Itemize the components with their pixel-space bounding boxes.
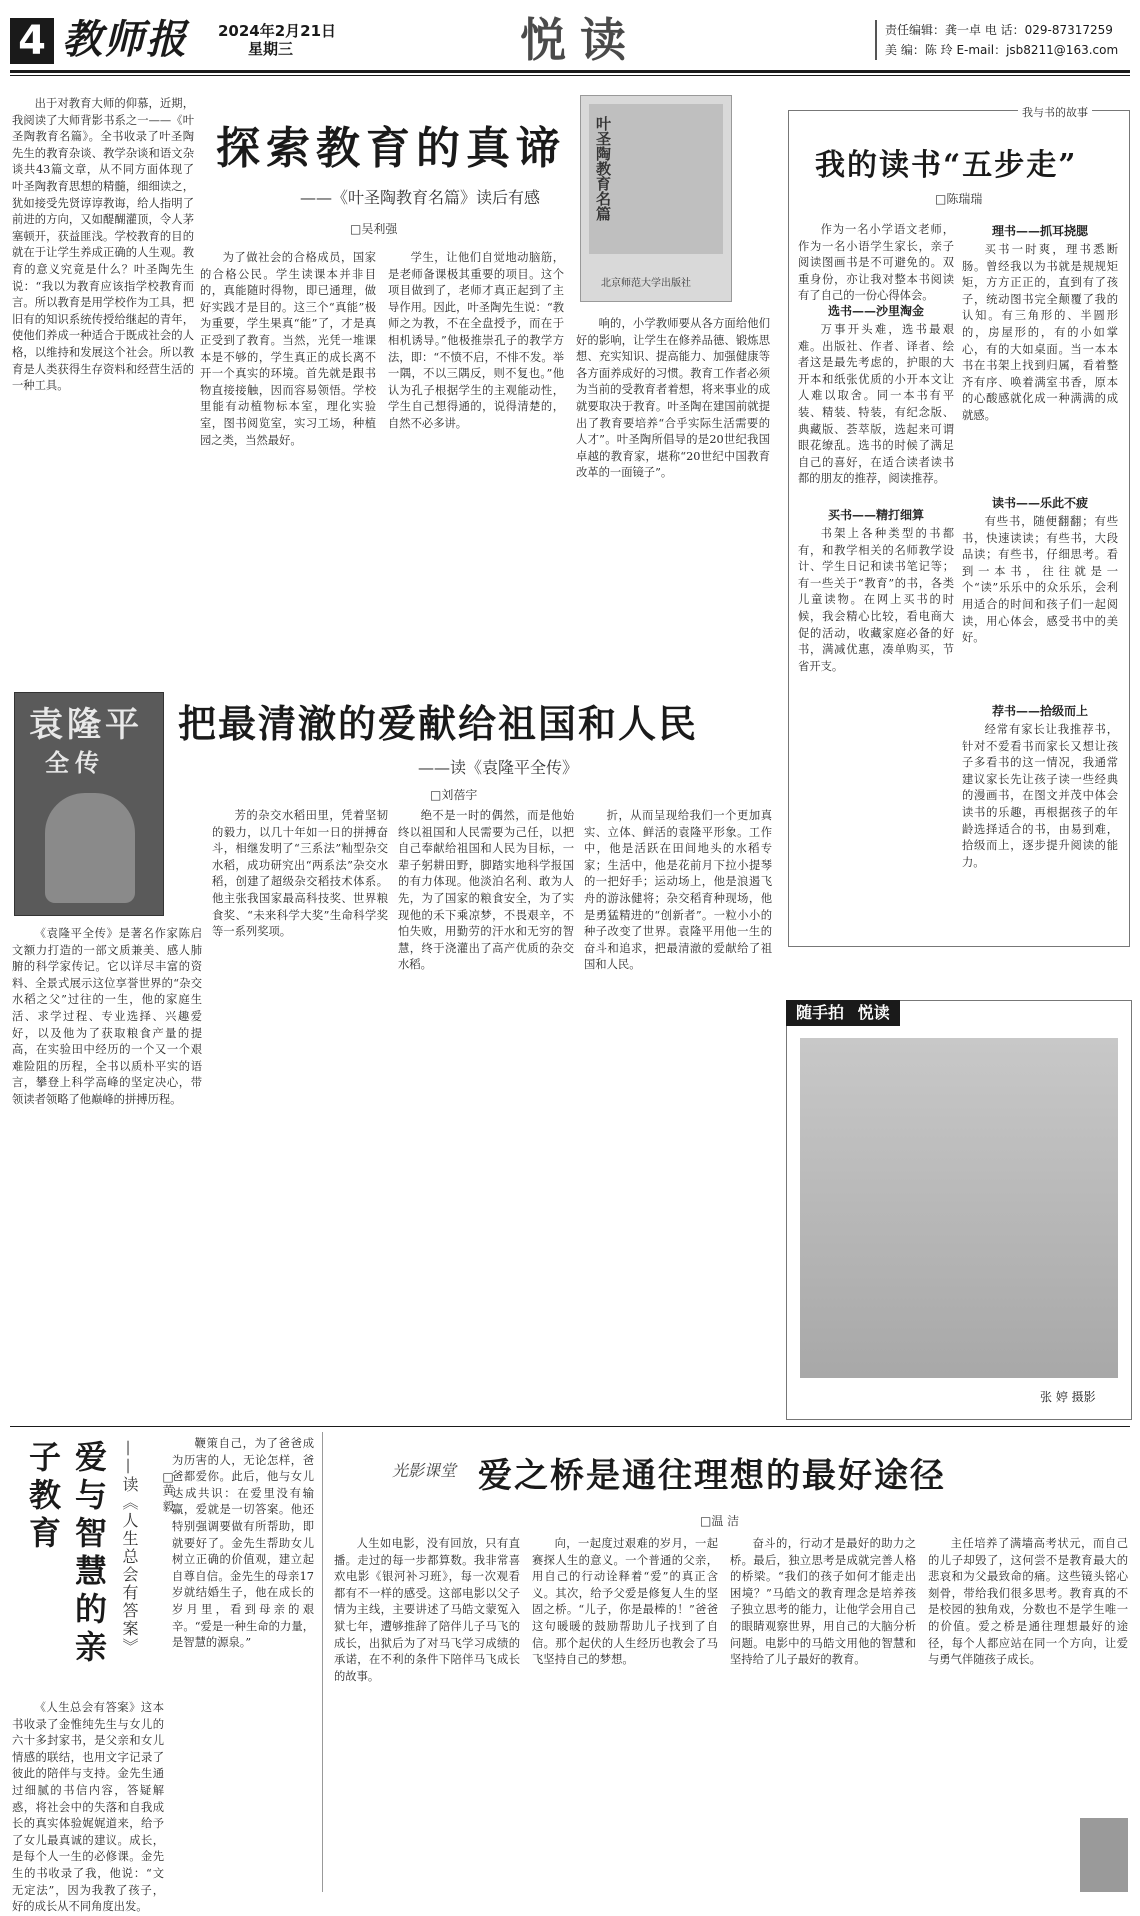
reading-s1-text: 万事开头难，选书最艰难。出版社、作者、译者、绘者这是最先考虑的，护眼的大开本和纸张优质的小开本文让人难以取舍。同一本书有平装、精装、特装，有纪念版、典藏版、荟萃版，选起来可谓眼花缭乱。选书的时候了满足自己的喜好，在适合读者读书都的朋友的推荐，阅读推荐。 xyxy=(798,323,954,486)
article3-subtitle: ——读《人生总会有答案》 xyxy=(120,1440,139,1656)
reading-s4-head: 读书——乐此不疲 xyxy=(991,496,1088,510)
article4-title: 爱之桥是通往理想的最好途径 xyxy=(478,1456,946,1496)
reading-s5-head: 荐书——拾级而上 xyxy=(991,704,1088,718)
story-tag: 我与书的故事 xyxy=(1018,104,1092,120)
book-cover-yuan-longping xyxy=(14,692,164,916)
article4-col2: 向，一起度过艰难的岁月，一起赛探人生的意义。一个普通的父亲，用自己的行动诠释着“爱”的真正含义。其次，给予父爱是修复人生的坚固之桥。“儿子，你是最棒的！”爸爸这句暖暖的鼓励帮助儿子找到了自信。那个起伏的人生经历也教会了马飞坚持自己的梦想。 xyxy=(532,1537,718,1667)
weekday-text: 星期三 xyxy=(248,40,294,58)
masthead-rule-thin xyxy=(10,75,1130,76)
editor-line: 责任编辑：龚一卓 电 话：029-87317259 xyxy=(885,23,1113,37)
article1-byline: □吴利强 xyxy=(350,222,398,236)
reading-s3-text: 买书一时爽，理书悉断肠。曾经我以为书就是规规矩矩，方方正正的，直到有了孩子，统动图书完全颠覆了我的认知。有三角形的、半圆形的，房屋形的，有的小如掌心，有的大如桌面。当一本本书在书架上找到归属，看着整齐有序、唤着满室书香，原本的心酸感就化成一种满满的成就感。 xyxy=(962,243,1118,422)
article3-title: 爱与智慧的亲子教育 xyxy=(24,1440,108,1668)
photo-tag xyxy=(786,1000,900,1026)
book-cover-publisher: 北京师范大学出版社 xyxy=(601,278,691,289)
photo-tag-label2: 悦读 xyxy=(857,1003,890,1022)
article2-col1: 《袁隆平全传》是著名作家陈启文额力打造的一部文质兼美、感人肺腑的科学家传记。它以详尽丰富的资料、全景式展示这位享誉世界的“杂交水稻之父”过往的一生，他的家庭生活、求学过程、专业选择、兴趣爱好，以及他为了获取粮食产量的提高，在实验田中经历的一个又一个艰难险阻的历程，全书以质朴平实的语言，攀登上科学高峰的坚定决心，带领读者领略了他巅峰的拼搏历程。 xyxy=(12,927,202,1106)
article3-col1: 《人生总会有答案》这本书收录了金惟纯先生与女儿的六十多封家书，是父亲和女儿情感的联结，也用文字记录了彼此的陪伴与支持。金先生通过细腻的书信内容，答疑解惑，将社会中的失落和自我成长的真实体验娓娓道来，给予了女儿最真诚的建议。成长，是每个人一生的必修课。金先生的书收录了我，他说：“文无定法”，因为我教了孩子，好的成长从不同角度出发。 xyxy=(12,1701,164,1914)
book-cover-title: 叶圣陶教育名篇 xyxy=(594,116,612,221)
book-cover-ye-shengtao xyxy=(580,95,732,302)
paper-logo: 教师报 xyxy=(62,16,188,63)
article1-col3: 学生，让他们自觉地动脑筋，是老师备课极其重要的项目。这个项目做到了，老师才真正起到了主导作用。因此，叶圣陶先生说：“教师之为教，不在全盘授予，而在于相机诱导。”他极推崇孔子的教学方法，即：“不愤不启，不悱不发。举一隅，不以三隅反，则不复也。”他认为孔子根据学生的主观能动性，学生自己想得通的，说得清楚的，自然不必多讲。 xyxy=(388,251,564,430)
reading-s2-head: 买书——精打细算 xyxy=(827,508,924,522)
article2-col3: 绝不是一时的偶然，而是他始终以祖国和人民需要为己任，以把自己奉献给祖国和人民为目标，一辈子躬耕田野，脚踏实地科学报国的有力体现。他淡泊名利、敢为人先，为了国家的粮食安全，为了实现他的禾下乘凉梦，不畏艰辛，不怕失败，用勤劳的汗水和无穷的智慧，终于浇灌出了高产优质的杂交水稻。 xyxy=(398,809,574,972)
column-divider xyxy=(322,1432,323,1892)
article3-col2: 鞭策自己，为了爸爸成为历害的人，无论怎样，爸爸都爱你。此后，他与女儿达成共识：在爱里没有输赢，爱就是一切答案。他还特别强调要做有所帮助，即就要好了。金先生帮助女儿树立正确的价值观，建立起自尊自信。金先生的母亲17岁就结婚生子，他在成长的岁月里，看到母亲的艰辛。“爱是一种生命的力量，是智慧的源泉。” xyxy=(172,1437,314,1650)
article2-col2: 芳的杂交水稻田里，凭着坚韧的毅力，以几十年如一日的拼搏奋斗，相继发明了“三系法”籼型杂交水稻，成功研究出“两系法”杂交水稻，创建了超级杂交稻技术体系。他主张我国家最高科技奖、世界粮食奖、“未来科学大奖”生命科学奖等一系列奖项。 xyxy=(212,809,388,939)
author-photo xyxy=(1080,1818,1128,1892)
article1-title: 探索教育的真谛 xyxy=(216,123,566,174)
article3-byline: □黄 毅 xyxy=(161,1470,175,1512)
reading-s1-head: 选书——沙里淘金 xyxy=(827,304,924,318)
reading-s4-text: 有些书，随便翻翻；有些书，快速读读；有些书，大段品读；有些书，仔细思考。看到一本书，往往就是一个“读”乐乐中的众乐乐，会利用适合的时间和孩子们一起阅读，用心体会，感受书中的美好。 xyxy=(962,515,1118,645)
portrait-image xyxy=(45,793,135,903)
reading-s2-text: 书架上各种类型的书都有，和教学相关的名师教学设计、学生日记和读书笔记等；有一些关于“教育”的书，各类儿童读物。在网上买书的时候，我会精心比较，看电商大促的活动，收藏家庭必备的好书，满减优惠，凑单购买，节省开支。 xyxy=(798,527,954,673)
article1-subtitle: ——《叶圣陶教育名篇》读后有感 xyxy=(300,188,541,207)
students-reading-photo xyxy=(800,1038,1118,1378)
article2-title: 把最清澈的爱献给祖国和人民 xyxy=(178,701,699,746)
article2-byline: □刘蓓宇 xyxy=(430,788,478,802)
page-number: 4 xyxy=(10,18,54,64)
design-line: 美 编：陈 玲 E-mail：jsb8211@163.com xyxy=(885,43,1119,57)
light-classroom-logo: 光影课堂 xyxy=(392,1461,457,1480)
reading-byline: □陈瑞瑞 xyxy=(935,192,983,206)
section-divider xyxy=(10,1426,1130,1427)
date-text: 2024年2月21日 xyxy=(218,22,337,40)
photo-caption: 张 婷 摄影 xyxy=(1040,1390,1096,1404)
article4-col1: 人生如电影，没有回放，只有直播。走过的每一步都算数。我非常喜欢电影《银河补习班》，每一次观看都有不一样的感受。这部电影以父子情为主线，主要讲述了马皓文蒙冤入狱七年，遭够推辞了陪伴儿子马飞的成长，出狱后为了对马飞学习成绩的承诺，在不利的条件下陪伴马飞成长的故事。 xyxy=(334,1537,520,1683)
photo-tag-label: 随手拍 xyxy=(796,1003,845,1022)
article2-col4: 折，从而呈现给我们一个更加真实、立体、鲜活的袁隆平形象。工作中，他是活跃在田间地头的水稻专家；生活中，他是花前月下拉小提琴的一把好手；运动场上，他是浪遏飞舟的游泳健将；杂交稻育种现场，他是勇猛精进的“创新者”。一粒小小的种子改变了世界。袁隆平用他一生的奋斗和追求，把最清澈的爱献给了祖国和人民。 xyxy=(584,809,772,972)
reading-intro: 作为一名小学语文老师，作为一名小语学生家长，亲子阅读图画书是不可避免的。双重身份，亦让我对整本书阅读有了自己的一份心得体会。 xyxy=(798,223,954,303)
book2-subtitle: 全传 xyxy=(45,748,105,777)
reading-s5-text: 经常有家长让我推荐书，针对不爱看书而家长又想让孩子多看书的这一情况，我通常建议家长先让孩子读一些经典的漫画书，在图文并茂中体会读书的乐趣，再根据孩子的年龄选择适合的书，由易到难，拾级而上，逐步提升阅读的能力。 xyxy=(962,723,1118,869)
article1-col1: 出于对教育大师的仰慕，近期，我阅读了大师背影书系之一——《叶圣陶教育名篇》。全书收录了叶圣陶先生的教育杂谈、教学杂谈和语文杂谈共43篇文章，从不同方面体现了叶圣陶教育思想的精髓，细细读之，犹如接受先贤谆谆教诲，给人指明了前进的方向，又如醍醐灌顶，令人茅塞顿开，获益匪浅。学校教育的目的就在于让学生养成正确的人生观。教育的意义究竟是什么？叶圣陶先生说：“我以为教育应该指学校教育而言。所以教育是用学校作为工具，把旧有的知识系统传授给继起的青年，使他们养成一种适合于既成社会的人格，以维持和发展这个社会。所以教育是人类获得生存资料和经营生活的一种工具。 xyxy=(12,97,194,393)
reading-title: 我的读书“五步走” xyxy=(815,148,1078,183)
reading-s3-head: 理书——抓耳挠腮 xyxy=(991,224,1088,238)
section-title: 悦读 xyxy=(520,13,640,67)
article4-byline: □温 洁 xyxy=(700,1514,740,1528)
article1-col2: 为了做社会的合格成员，国家的合格公民。学生读课本并非目的，真能随时得物，即已通理，做好实践才是目的。这三个“真能”极为重要，学生果真“能”了，才是真正受到了教育。当然，光凭一堆课本是不够的，学生真正的成长离不开一个真实的环境。首先就是跟书物直接接触，因而容易领悟。学校里能有动植物标本室，理化实验室，图书阅览室，实习工场，种植园之类，当然最好。 xyxy=(200,251,376,447)
editor-info xyxy=(875,20,1118,60)
article2-subtitle: ——读《袁隆平全传》 xyxy=(418,758,579,777)
article4-col4: 主任培养了满墙高考状元，而自己的儿子却毁了，这何尝不是教育最大的悲哀和为父最致命的痛。这些镜头铭心刻骨，带给我们很多思考。教育真的不是校园的独角戏，分数也不是学生唯一的价值。爱之桥是通往理想最好的途径，每个人都应站在同一个方向，让爱与勇气伴随孩子成长。 xyxy=(928,1537,1128,1667)
article1-col4: 响的，小学教师要从各方面给他们好的影响，让学生在修养品德、锻炼思想、充实知识、提高能力、加强健康等各方面养成好的习惯。教育工作者必须为当前的受教育者着想，将来事业的成就要取决于教育。叶圣陶在建国前就提出了教育要培养“合乎实际生活需要的人才”。叶圣陶所倡导的是20世纪我国卓越的教育家，堪称“20世纪中国教育改革的一面镜子”。 xyxy=(576,317,770,480)
issue-date xyxy=(218,22,336,58)
masthead-rule xyxy=(10,70,1130,73)
book2-title: 袁隆平 xyxy=(29,705,143,745)
article4-col3: 奋斗的，行动才是最好的助力之桥。最后，独立思考是成就完善人格的桥梁。“我们的孩子如何才能走出困境？”马皓文的教育理念是培养孩子独立思考的能力，让他学会用自己的眼睛观察世界，用自己的大脑分析问题。电影中的马皓文用他的智慧和坚持给了儿子最好的教育。 xyxy=(730,1537,916,1667)
